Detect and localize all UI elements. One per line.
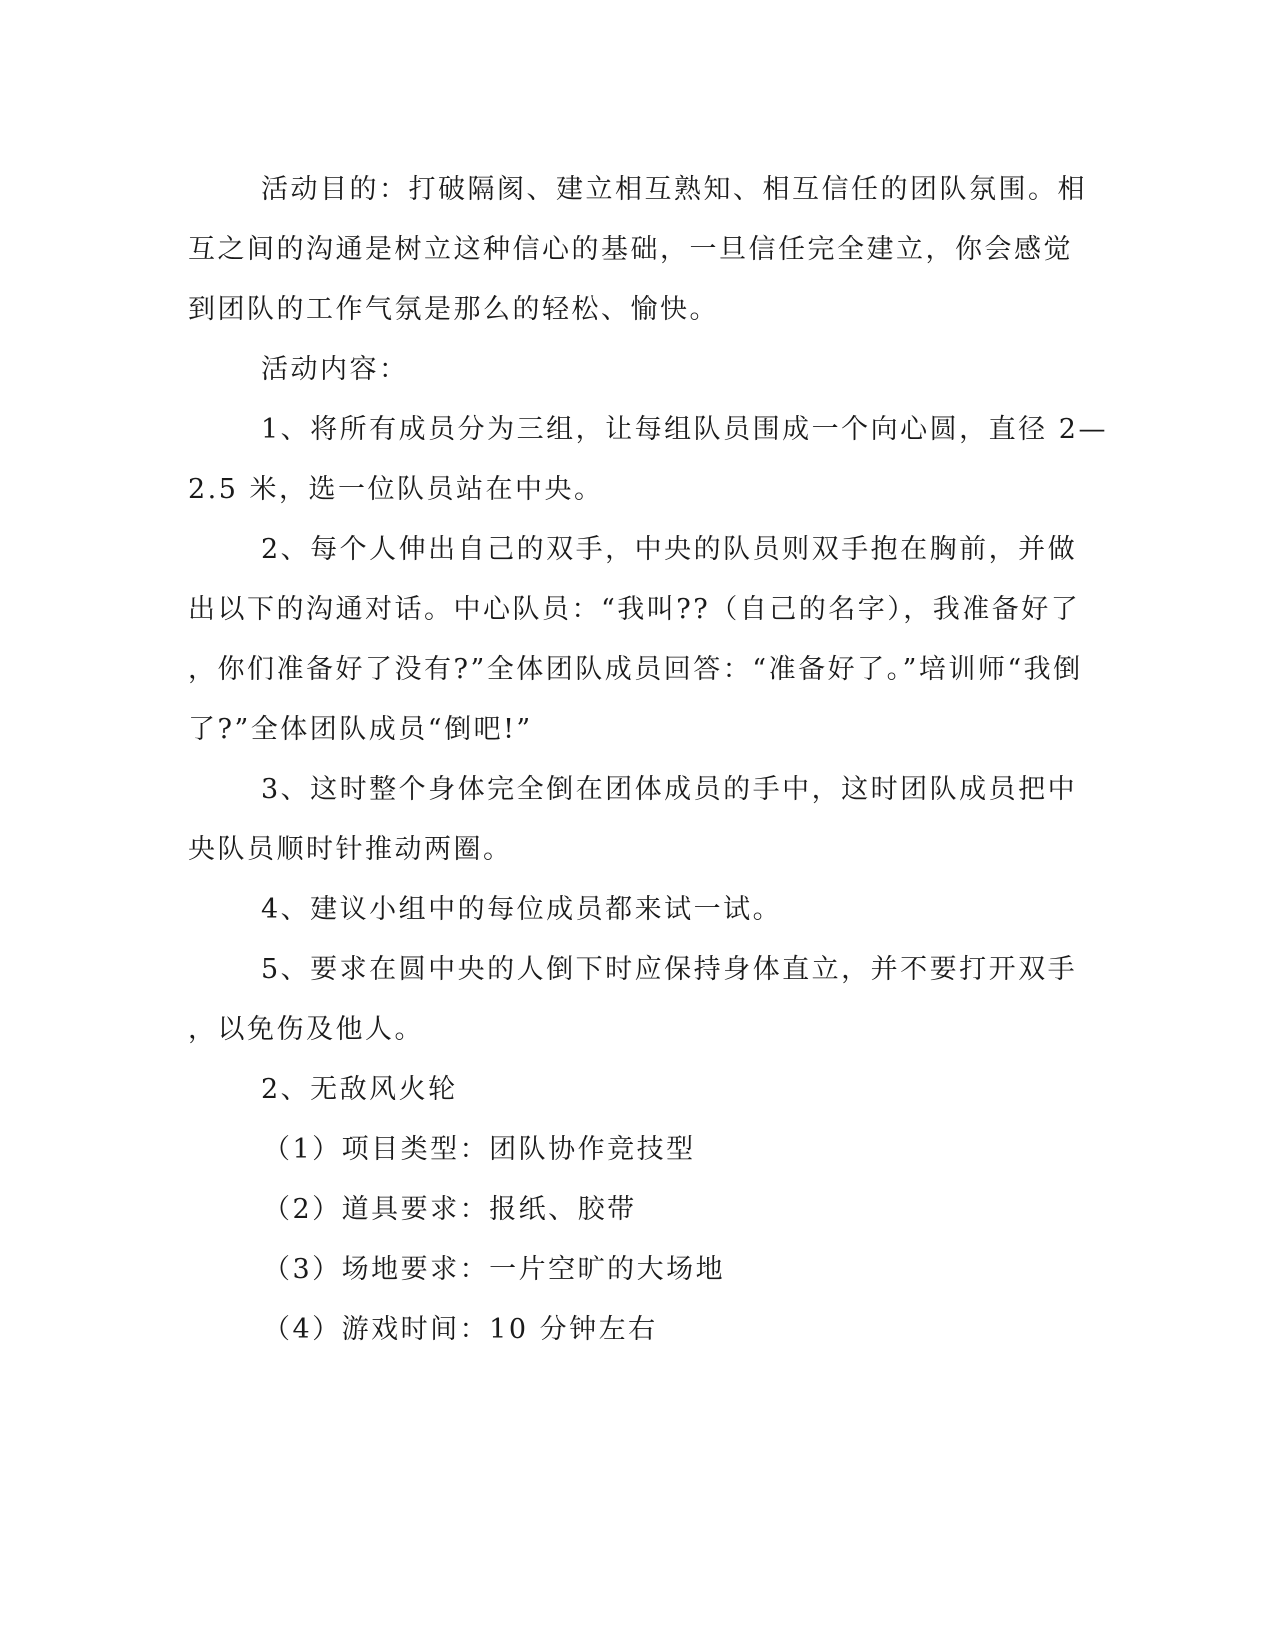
text-line: 出以下的沟通对话。中心队员：“我叫??（自己的名字），我准备好了: [188, 594, 1081, 625]
paragraph-content-heading: [188, 340, 1088, 400]
paragraph-step-4: [188, 880, 1088, 940]
text-line: 活动目的：打破隔阂、建立相互熟知、相互信任的团队氛围。相: [261, 174, 1087, 205]
paragraph-step-5: [188, 940, 1088, 1060]
list-item: （1）项目类型：团队协作竞技型: [263, 1134, 696, 1165]
text-line: 了?”全体团队成员“倒吧!”: [188, 714, 533, 745]
list-item: （3）场地要求：一片空旷的大场地: [263, 1254, 726, 1285]
section-heading: 2、无敌风火轮: [261, 1074, 458, 1105]
text-line: 央队员顺时针推动两圈。: [188, 834, 513, 865]
text-line: 到团队的工作气氛是那么的轻松、愉快。: [188, 294, 719, 325]
text-line: 互之间的沟通是树立这种信心的基础，一旦信任完全建立，你会感觉: [188, 234, 1073, 265]
item-list: [188, 1120, 1088, 1360]
text-line: 3、这时整个身体完全倒在团体成员的手中，这时团队成员把中: [261, 774, 1078, 805]
paragraph-step-2: [188, 520, 1088, 760]
paragraph-purpose: [188, 160, 1088, 340]
paragraph-step-1: [188, 400, 1108, 520]
text-line: ，你们准备好了没有?”全体团队成员回答：“准备好了。”培训师“我倒: [188, 654, 1083, 685]
text-line: 5、要求在圆中央的人倒下时应保持身体直立，并不要打开双手: [261, 954, 1078, 985]
text-line: ，以免伤及他人。: [188, 1014, 424, 1045]
list-item: （4）游戏时间：10 分钟左右: [263, 1314, 658, 1345]
text-line: 2.5 米，选一位队员站在中央。: [188, 474, 604, 505]
document-body: [188, 160, 1108, 1360]
text-line: 活动内容：: [261, 354, 409, 385]
text-line: 2、每个人伸出自己的双手，中央的队员则双手抱在胸前，并做: [261, 534, 1078, 565]
text-line: 4、建议小组中的每位成员都来试一试。: [261, 894, 783, 925]
text-line: 1、将所有成员分为三组，让每组队员围成一个向心圆，直径 2—: [261, 414, 1108, 445]
paragraph-game-2-title: [188, 1060, 1088, 1120]
paragraph-step-3: [188, 760, 1088, 880]
list-item: （2）道具要求：报纸、胶带: [263, 1194, 637, 1225]
